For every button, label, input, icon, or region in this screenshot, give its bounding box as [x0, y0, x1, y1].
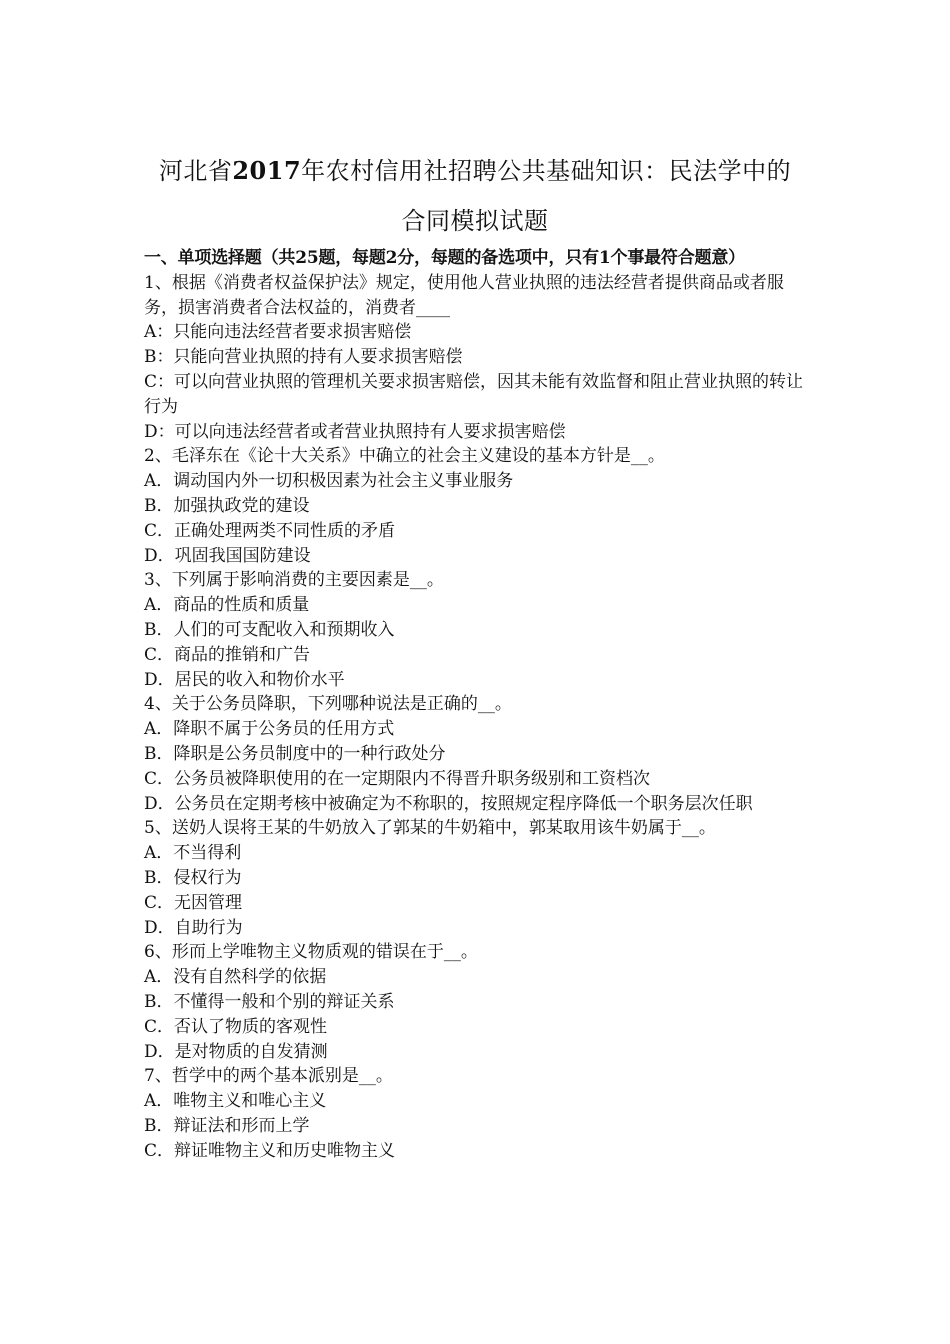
question-7: [144, 1064, 808, 1163]
question-stem: 7、哲学中的两个基本派别是__。: [144, 1066, 393, 1087]
option-c: C．商品的推销和广告: [144, 644, 311, 665]
title-line-1: [120, 146, 830, 196]
option-d: D．公务员在定期考核中被确定为不称职的，按照规定程序降低一个职务层次任职: [144, 793, 753, 814]
option-d: D．自助行为: [144, 917, 243, 938]
question-stem: 6、形而上学唯物主义物质观的错误在于__。: [144, 942, 478, 963]
document-title: [120, 146, 830, 246]
option-b: B．降职是公务员制度中的一种行政处分: [144, 743, 446, 764]
title-year: 2017: [232, 156, 302, 185]
question-1: [144, 271, 808, 445]
option-a: A．唯物主义和唯心主义: [144, 1091, 327, 1112]
title-text-part1: 河北省: [158, 157, 233, 185]
option-c: C：可以向营业执照的管理机关要求损害赔偿，因其未能有效监督和阻止营业执照的转让行为: [144, 371, 804, 417]
option-a: A．商品的性质和质量: [144, 595, 310, 616]
question-4: [144, 692, 808, 816]
option-b: B．人们的可支配收入和预期收入: [144, 619, 395, 640]
option-d: D：可以向违法经营者或者营业执照持有人要求损害赔偿: [144, 421, 566, 442]
option-c: C．公务员被降职使用的在一定期限内不得晋升职务级别和工资档次: [144, 768, 651, 789]
option-c: C．否认了物质的客观性: [144, 1016, 328, 1037]
question-stem: 1、根据《消费者权益保护法》规定，使用他人营业执照的违法经营者提供商品或者服务，损害消费者合法权益的，消费者____: [144, 272, 784, 318]
option-d: D．是对物质的自发猜测: [144, 1041, 328, 1062]
option-b: B：只能向营业执照的持有人要求损害赔偿: [144, 347, 463, 368]
option-d: D．居民的收入和物价水平: [144, 669, 345, 690]
option-b: B．加强执政党的建设: [144, 495, 310, 516]
question-stem: 2、毛泽东在《论十大关系》中确立的社会主义建设的基本方针是__。: [144, 446, 665, 467]
option-b: B．辩证法和形而上学: [144, 1115, 310, 1136]
option-a: A．没有自然科学的依据: [144, 967, 327, 988]
title-line-2: 合同模拟试题: [401, 207, 549, 235]
question-5: [144, 816, 808, 940]
option-a: A：只能向违法经营者要求损害赔偿: [144, 322, 412, 343]
option-a: A．调动国内外一切积极因素为社会主义事业服务: [144, 471, 514, 492]
option-a: A．降职不属于公务员的任用方式: [144, 719, 395, 740]
question-stem: 5、送奶人误将王某的牛奶放入了郭某的牛奶箱中，郭某取用该牛奶属于__。: [144, 818, 716, 839]
option-c: C．辩证唯物主义和历史唯物主义: [144, 1140, 396, 1161]
document-body: [144, 246, 808, 1163]
option-b: B．侵权行为: [144, 867, 242, 888]
title-text-part2: 年农村信用社招聘公共基础知识：民法学中的: [301, 157, 792, 185]
question-stem: 3、下列属于影响消费的主要因素是__。: [144, 570, 444, 591]
option-c: C．无因管理: [144, 892, 243, 913]
question-6: [144, 940, 808, 1064]
option-c: C．正确处理两类不同性质的矛盾: [144, 520, 396, 541]
question-2: [144, 444, 808, 568]
option-b: B．不懂得一般和个别的辩证关系: [144, 991, 395, 1012]
question-stem: 4、关于公务员降职，下列哪种说法是正确的__。: [144, 694, 512, 715]
option-a: A．不当得利: [144, 843, 242, 864]
section-heading: 一、单项选择题（共25题，每题2分，每题的备选项中，只有1个事最符合题意）: [144, 248, 745, 268]
option-d: D．巩固我国国防建设: [144, 545, 311, 566]
question-3: [144, 568, 808, 692]
